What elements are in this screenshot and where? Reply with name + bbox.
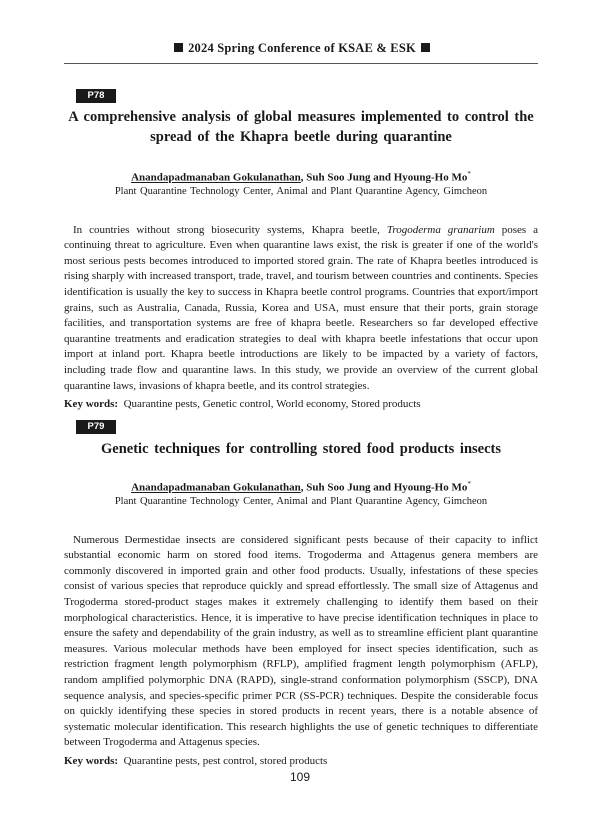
author-list xyxy=(64,167,538,185)
abstract-id-badge: P79 xyxy=(76,420,116,434)
first-author: Anandapadmanaban Gokulanathan xyxy=(131,481,301,494)
abstract-id-badge: P78 xyxy=(76,89,116,103)
keywords-label: Key words: xyxy=(64,398,119,411)
abstract-p78 xyxy=(64,85,538,412)
keywords xyxy=(64,754,538,769)
coauthors: , Suh Soo Jung and Hyoung-Ho Mo xyxy=(300,481,468,494)
keywords-list: Quarantine pests, pest control, stored products xyxy=(123,754,328,767)
keywords xyxy=(64,397,538,412)
body-text-part: poses a continuing threat to agriculture. Even when quarantine laws exist, the risk is greater if one of the world's most serious pests becomes introduced to imported stored grain. The rate of Khapra beetles introduced is rising sharply with increased transport, trade, travel, and tourism between countries and continents. Species identification is usually the key to success in Khapra beetle control programs. Countries that export/import grains, such as Australia, Canada, Russia, Korea and USA, must ensure that their ports, grain storage facilities, and transportation systems are free of khapra beetle. Researchers so far developed effective quarantine treatments and eradication strategies to deal with khapra beetle infestations that occur upon import at inland port. Khapra beetle introductions are likely to be impacted by a variety of factors, including trade flow and quarantine laws. In this study, we provide an overview of the current global quarantine laws, invasions of khapra beetle, and its control strategies. xyxy=(64,223,538,392)
abstract-body xyxy=(64,223,538,395)
first-author: Anandapadmanaban Gokulanathan xyxy=(131,171,301,184)
abstract-title: A comprehensive analysis of global measures implemented to control the spread of the Khapra beetle during quarantine xyxy=(68,109,534,145)
affiliation: Plant Quarantine Technology Center, Animal and Plant Quarantine Agency, Gimcheon xyxy=(114,495,488,507)
abstract-title: Genetic techniques for controlling stored food products insects xyxy=(101,441,501,457)
corresponding-mark: * xyxy=(467,170,471,178)
coauthors: , Suh Soo Jung and Hyoung-Ho Mo xyxy=(300,171,468,184)
header-divider xyxy=(64,63,538,64)
square-bullet-icon xyxy=(174,43,183,52)
corresponding-mark: * xyxy=(467,480,471,488)
page-number: 109 xyxy=(289,770,311,784)
species-name: Trogoderma granarium xyxy=(386,223,495,236)
body-text-part: In countries without strong biosecurity systems, Khapra beetle, xyxy=(73,223,387,236)
square-bullet-icon xyxy=(421,43,430,52)
abstract-p79 xyxy=(64,416,538,769)
conference-title: 2024 Spring Conference of KSAE & ESK xyxy=(188,41,416,55)
keywords-list: Quarantine pests, Genetic control, World economy, Stored products xyxy=(123,398,421,411)
keywords-label: Key words: xyxy=(64,754,119,767)
abstract-body: Numerous Dermestidae insects are considered significant pests because of their capacity to inflict substantial economic harm on stored food items. Trogoderma and Attagenus genera members are commonly discovered in imported grain and other food products. Usually, infestations of these species consist of various species that reproduce quickly and spread effortlessly. The small size of Attagenus and Trogoderma stored-product stages makes it extremely challenging to identify them based on their morphological characteristics. Hence, it is imperative to have precise identification techniques in place to ensure the safety and dependability of the grain industry, as well as to streamline efficient plant quarantine measures. Various molecular methods have been employed for insect species identification, such as restriction fragment length polymorphism (RFLP), amplified fragment length polymorphism (AFLP), random amplified polymorphic DNA (RAPD), single-strand conformation polymorphism (SSCP), DNA sequence analysis, and species-specific primer PCR (SS-PCR) techniques. Despite the considerable focus on quickly identifying these species in stored products in recent years, there is a notable absence of systematic molecular identification. This research highlights the use of genetic techniques to differentiate between Trogoderma and Attagenus species. xyxy=(64,533,538,749)
affiliation: Plant Quarantine Technology Center, Animal and Plant Quarantine Agency, Gimcheon xyxy=(114,185,488,197)
running-header xyxy=(66,41,538,56)
author-list xyxy=(64,477,538,495)
